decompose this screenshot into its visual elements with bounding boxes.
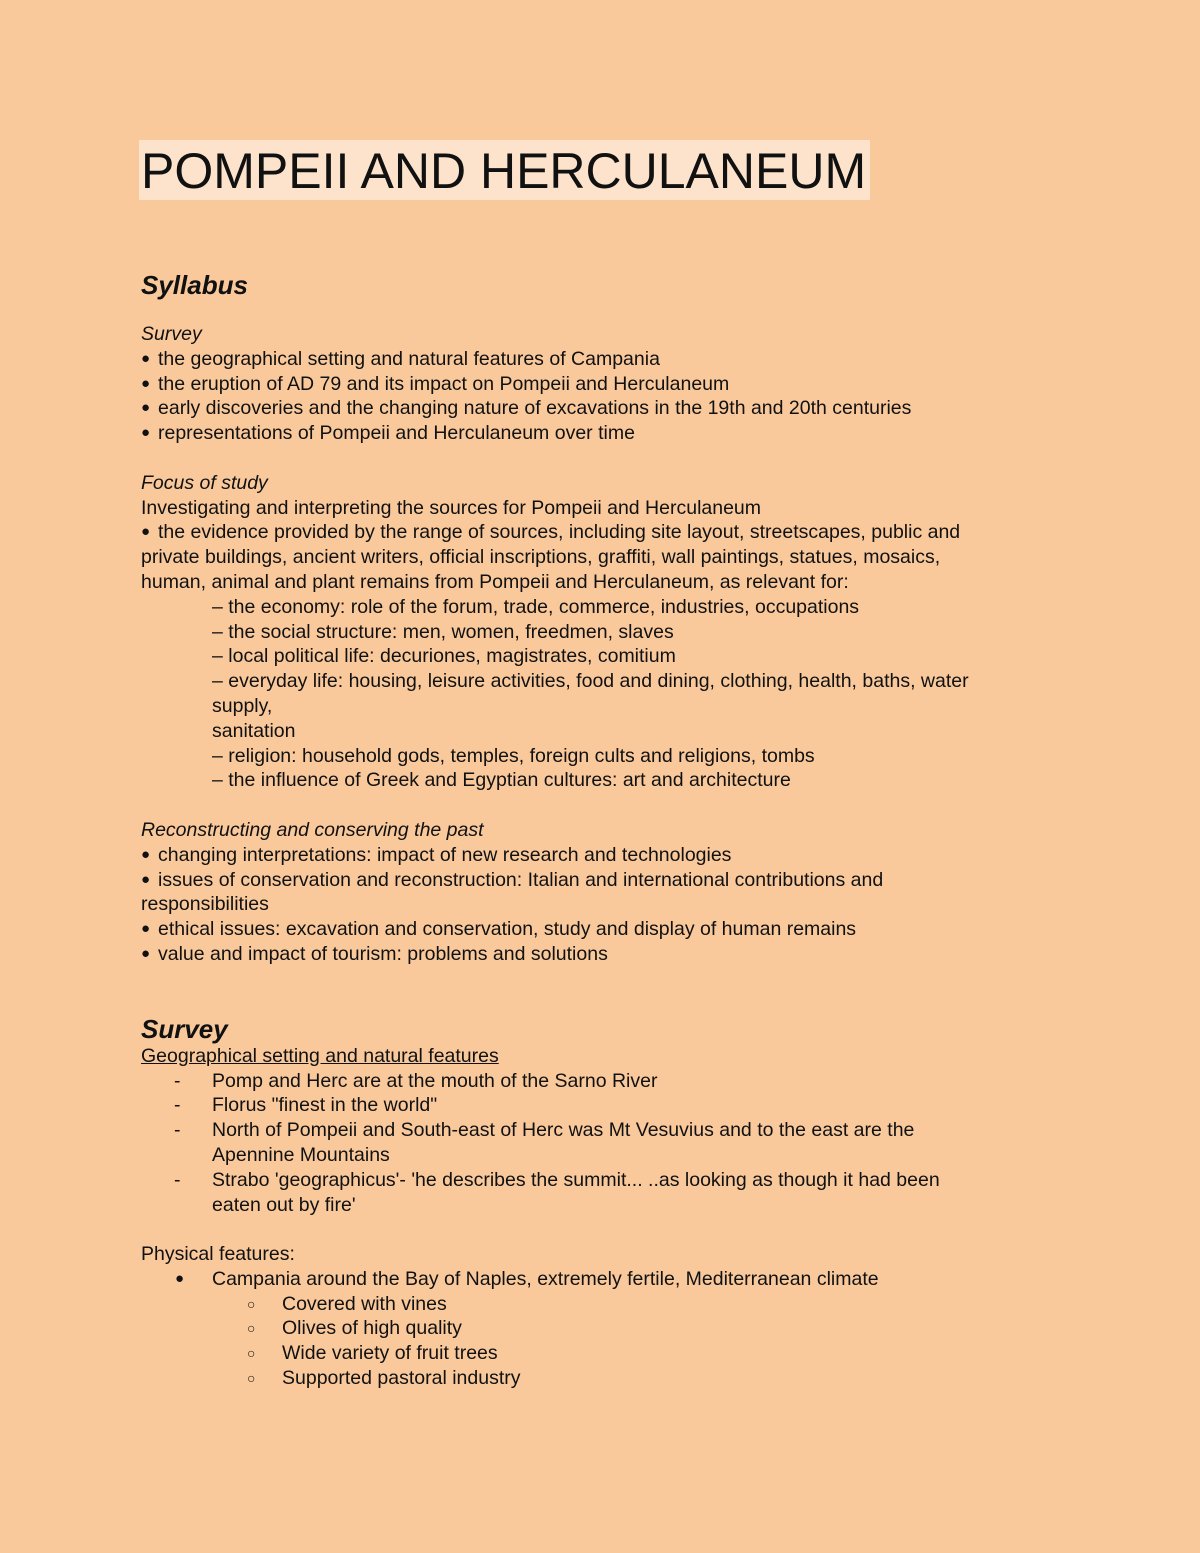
document-page xyxy=(141,140,1061,1391)
page-title: POMPEII AND HERCULANEUM xyxy=(139,140,870,200)
physical-label: Physical features: xyxy=(141,1243,295,1266)
sub-line: – local political life: decuriones, magistrates, comitium xyxy=(212,645,676,668)
list-item-continuation: Apennine Mountains xyxy=(212,1143,390,1166)
sub-line: sanitation xyxy=(212,719,296,742)
dash-icon: - xyxy=(174,1168,181,1191)
bullet-icon: ● xyxy=(141,920,151,938)
bullet-icon: ● xyxy=(141,349,151,367)
sub-line: – the social structure: men, women, freedmen, slaves xyxy=(212,620,674,643)
list-item: ● value and impact of tourism: problems and solutions xyxy=(141,942,608,965)
list-item: ● the evidence provided by the range of sources, including site layout, streetscapes, public and xyxy=(141,521,961,544)
circle-bullet-icon: ○ xyxy=(247,1295,256,1312)
bullet-icon: ● xyxy=(141,845,151,863)
sub-line: – the economy: role of the forum, trade, commerce, industries, occupations xyxy=(212,595,860,618)
list-item: ○ Olives of high quality xyxy=(247,1317,462,1340)
sub-line: – religion: household gods, temples, foreign cults and religions, tombs xyxy=(212,744,815,767)
circle-bullet-icon: ○ xyxy=(247,1345,256,1362)
list-item: ● issues of conservation and reconstruction: Italian and international contributions and xyxy=(141,868,884,891)
list-item: ○ Covered with vines xyxy=(247,1292,447,1315)
list-item: - Pomp and Herc are at the mouth of the Sarno River xyxy=(174,1069,658,1092)
sub-line: supply, xyxy=(212,694,273,717)
text-line: private buildings, ancient writers, official inscriptions, graffiti, wall paintings, statues, mosaics, xyxy=(141,546,941,569)
bullet-icon: ● xyxy=(141,944,151,962)
text-line: responsibilities xyxy=(141,893,269,916)
bullet-icon: ● xyxy=(141,399,151,417)
list-item: ● representations of Pompeii and Herculaneum over time xyxy=(141,422,635,445)
list-item: ● early discoveries and the changing nature of excavations in the 19th and 20th centuries xyxy=(141,397,912,420)
list-item: - North of Pompeii and South-east of Herc was Mt Vesuvius and to the east are the xyxy=(174,1119,915,1142)
list-item: ○ Wide variety of fruit trees xyxy=(247,1342,498,1365)
bullet-icon: ● xyxy=(141,523,151,541)
dash-icon: - xyxy=(174,1069,181,1092)
list-item: - Florus "finest in the world" xyxy=(174,1094,438,1117)
list-item: ● the geographical setting and natural features of Campania xyxy=(141,347,660,370)
list-item: - Strabo 'geographicus'- 'he describes the summit... ..as looking as though it had been xyxy=(174,1168,940,1191)
list-item: ● changing interpretations: impact of new research and technologies xyxy=(141,843,732,866)
list-item: ● ethical issues: excavation and conservation, study and display of human remains xyxy=(141,918,857,941)
list-item: ○ Supported pastoral industry xyxy=(247,1367,521,1390)
text-line: human, animal and plant remains from Pompeii and Herculaneum, as relevant for: xyxy=(141,570,849,593)
list-item: ● Campania around the Bay of Naples, extremely fertile, Mediterranean climate xyxy=(175,1267,879,1290)
dash-icon: - xyxy=(174,1119,181,1142)
bullet-icon: ● xyxy=(141,424,151,442)
dash-icon: - xyxy=(174,1094,181,1117)
bullet-icon: ● xyxy=(175,1269,185,1287)
circle-bullet-icon: ○ xyxy=(247,1370,256,1387)
bullet-icon: ● xyxy=(141,870,151,888)
focus-intro: Investigating and interpreting the sources for Pompeii and Herculaneum xyxy=(141,496,762,519)
list-item-continuation: eaten out by fire' xyxy=(212,1193,356,1216)
survey-heading: Survey xyxy=(141,1013,228,1044)
syllabus-heading: Syllabus xyxy=(141,270,248,300)
geo-heading: Geographical setting and natural features xyxy=(141,1044,499,1067)
list-item: ● the eruption of AD 79 and its impact on Pompeii and Herculaneum xyxy=(141,372,730,395)
focus-label: Focus of study xyxy=(141,471,268,494)
bullet-icon: ● xyxy=(141,374,151,392)
reconstructing-label: Reconstructing and conserving the past xyxy=(141,818,484,841)
sub-line: – everyday life: housing, leisure activities, food and dining, clothing, health, baths, water xyxy=(212,670,969,693)
survey-label: Survey xyxy=(141,323,202,345)
sub-line: – the influence of Greek and Egyptian cultures: art and architecture xyxy=(212,769,791,792)
circle-bullet-icon: ○ xyxy=(247,1320,256,1337)
